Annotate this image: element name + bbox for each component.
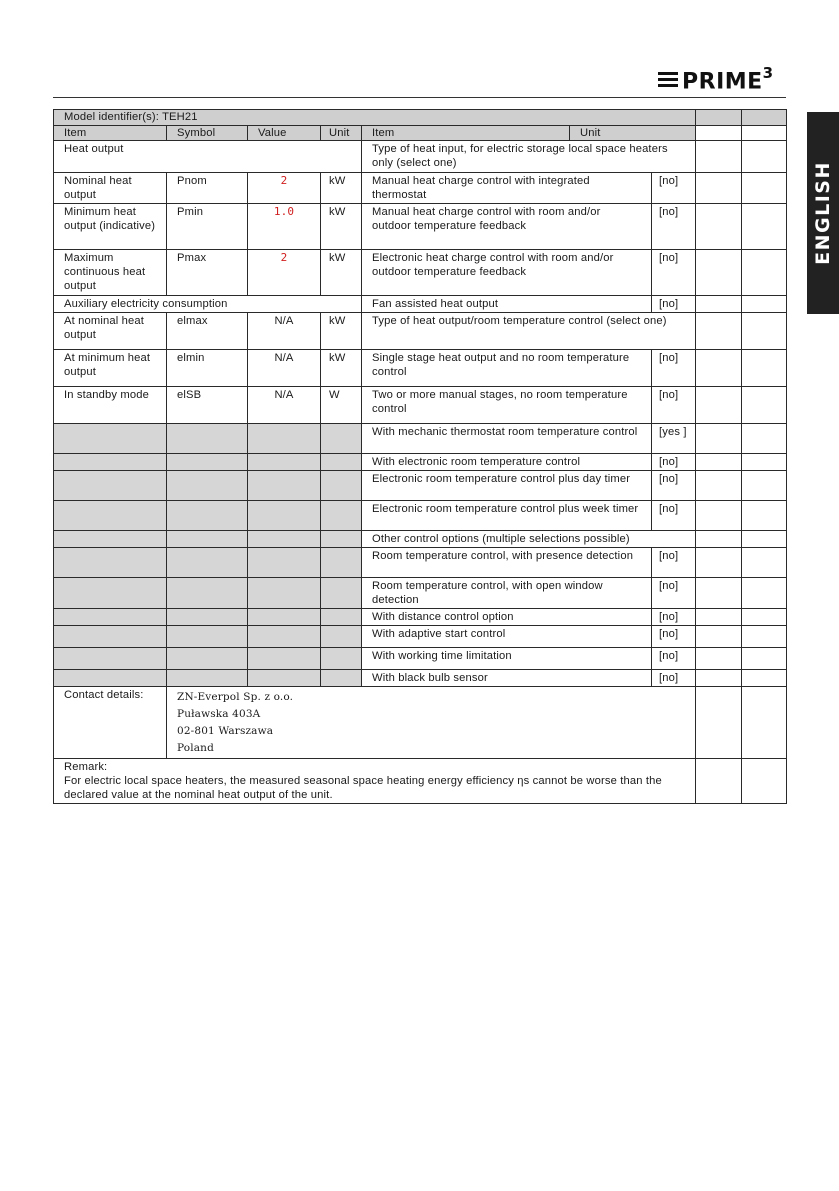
header-symbol: Symbol (167, 126, 248, 141)
header-item: Item (54, 126, 167, 141)
table-row: With electronic room temperature control [no] (54, 454, 787, 471)
heat-output-section: Heat output (54, 141, 362, 173)
table-row: Other control options (multiple selections possible) (54, 531, 787, 548)
table-row: In standby mode elSB N/A W Two or more manual stages, no room temperature control [no] (54, 387, 787, 424)
table-row: Nominal heat output Pnom 2 kW Manual heat charge control with integrated thermostat [no] (54, 173, 787, 204)
header-value: Value (248, 126, 321, 141)
table-row: Electronic room temperature control plus week timer [no] (54, 501, 787, 531)
remark-label: Remark: (64, 761, 108, 773)
value-cell: 1.0 (248, 204, 321, 250)
table-row: With distance control option [no] (54, 609, 787, 626)
table-row: Electronic room temperature control plus day timer [no] (54, 471, 787, 501)
table-row: At nominal heat output elmax N/A kW Type of heat output/room temperature control (select one) (54, 313, 787, 350)
aux-electricity-section: Auxiliary electricity consumption (54, 296, 362, 313)
value-cell: 2 (248, 250, 321, 296)
table-row: With working time limitation [no] (54, 648, 787, 670)
value-cell: 2 (248, 173, 321, 204)
header-unit-right: Unit (570, 126, 696, 141)
contact-label: Contact details: (54, 687, 167, 759)
remark-text: For electric local space heaters, the measured seasonal space heating energy efficiency ηs cannot be worse than the declared value at the nominal heat output of the unit. (64, 775, 662, 801)
remark (54, 759, 696, 804)
table-row: Maximum continuous heat output Pmax 2 kW Electronic heat charge control with room and/or outdoor temperature feedback [no] (54, 250, 787, 296)
language-tab: ENGLISH (807, 112, 839, 314)
product-information-table (53, 109, 787, 804)
heat-input-type-section: Type of heat input, for electric storage local space heaters only (select one) (362, 141, 696, 173)
table-row: Room temperature control, with presence detection [no] (54, 548, 787, 578)
table-row: Minimum heat output (indicative) Pmin 1.0 kW Manual heat charge control with room and/or outdoor temperature feedback [no] (54, 204, 787, 250)
table-row: With mechanic thermostat room temperature control [yes ] (54, 424, 787, 454)
table-row: Auxiliary electricity consumption Fan assisted heat output [no] (54, 296, 787, 313)
model-identifier: Model identifier(s): TEH21 (54, 110, 696, 126)
header-unit: Unit (321, 126, 362, 141)
table-row: With adaptive start control [no] (54, 626, 787, 648)
header-divider (53, 97, 786, 98)
contact-details: ZN-Everpol Sp. z o.o. Puławska 403A 02-801 Warszawa Poland (167, 687, 696, 759)
table-row: With black bulb sensor [no] (54, 670, 787, 687)
table-row: Room temperature control, with open window detection [no] (54, 578, 787, 609)
header-item-right: Item (362, 126, 570, 141)
table-row: At minimum heat output elmin N/A kW Single stage heat output and no room temperature control [no] (54, 350, 787, 387)
menu-bars-icon (658, 72, 678, 88)
brand-name: PRIME$^3$ (682, 64, 774, 95)
